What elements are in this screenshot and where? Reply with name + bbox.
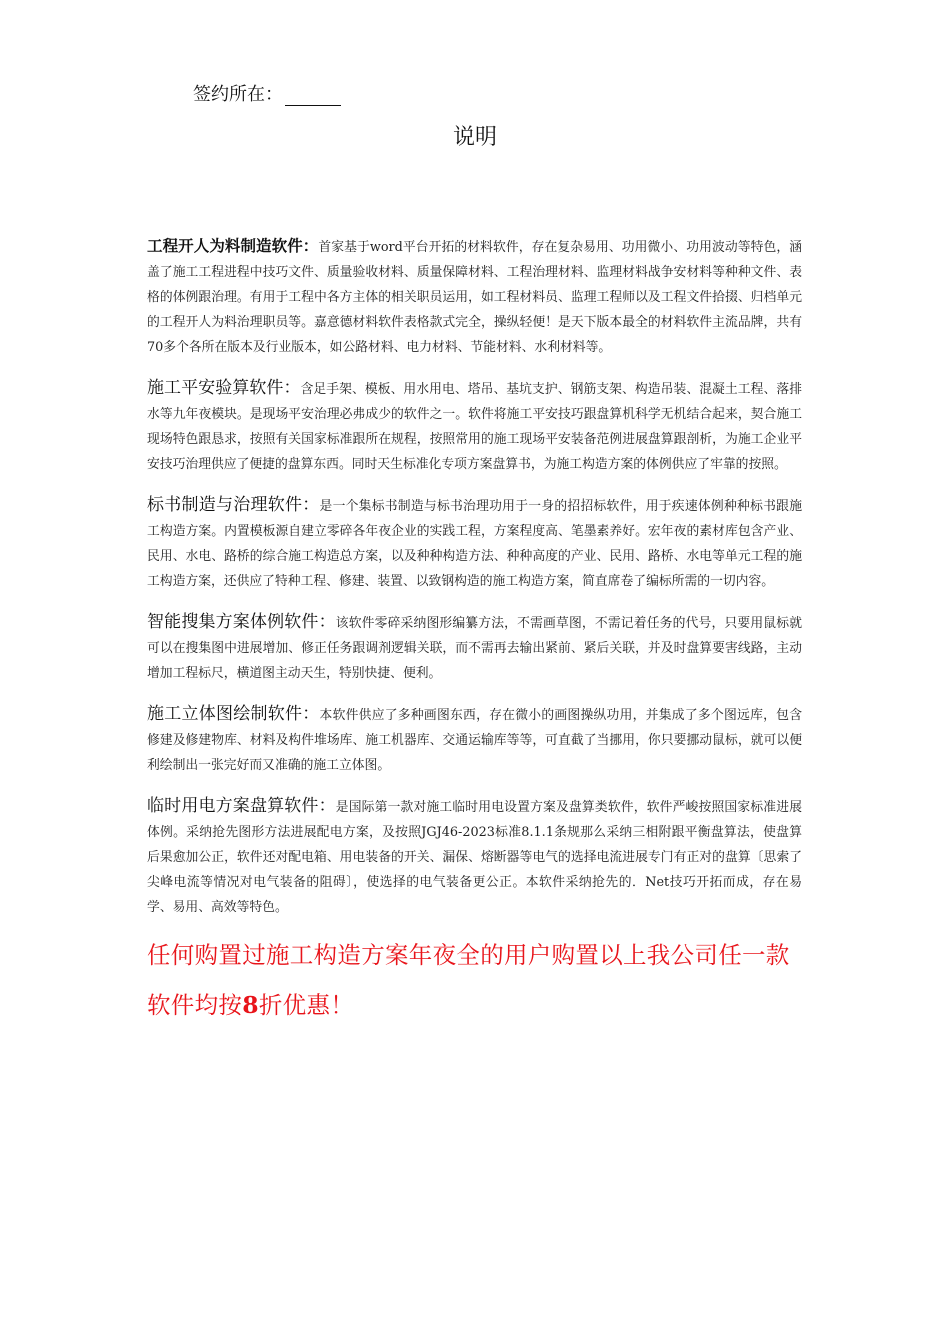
- section-heading: 临时用电方案盘算软件：: [147, 796, 336, 816]
- section-body: 是国际第一款对施工临时用电设置方案及盘算类软件，软件严峻按照国家标准进展体例。采纳抢先图形方法进展配电方案，及按照JGJ46-2023标准8.1.1条规那么采纳三相附跟平衡盘算法，使盘算后果愈加公正，软件还对配电箱、用电装备的开关、漏保、熔断器等电气的选择电流进展专门有正对的盘算〔思索了尖峰电流等情况对电气装备的阻碍〕，使选择的电气装备更公正。本软件采纳抢先的．Net技巧开拓而成，存在易学、易用、高效等特色。: [147, 800, 803, 915]
- section-site-layout-software: [147, 702, 802, 778]
- section-tender-software: [147, 493, 802, 594]
- promo-notice: [147, 930, 802, 1030]
- section-heading: 施工平安验算软件：: [147, 378, 301, 398]
- promo-text-end: 折优惠！: [258, 991, 355, 1019]
- section-body: 本软件供应了多种画图东西，存在微小的画图操纵功用，并集成了多个图远库，包含修建及修建物库、材料及构件堆场库、施工机器库、交通运输库等等，可直截了当挪用，你只要挪动鼠标，就可以便利绘制出一张完好而又准确的施工立体图。: [147, 708, 803, 773]
- page-title: 说明: [452, 125, 497, 150]
- section-heading: 工程开人为料制造软件：: [147, 236, 319, 255]
- software-sections: [147, 233, 802, 1030]
- section-body: 首家基于word平台开拓的材料软件，存在复杂易用、功用微小、功用波动等特色，涵盖了施工工程进程中技巧文件、质量验收材料、质量保障材料、工程治理材料、监理材料战争安材料等种种文件、表格的体例跟治理。有用于工程中各方主体的相关职员运用，如工程材料员、监理工程师以及工程文件拾掇、归档单元的工程开人为料治理职员等。嘉意德材料软件表格款式完全，操纵轻便！是天下版本最全的材料软件主流品牌，共有70多个各所在版本及行业版本，如公路材料、电力材料、节能材料、水利材料等。: [147, 240, 802, 355]
- promo-text: 任何购置过施工构造方案年夜全的用户购置以上我公司任一款软件均按: [147, 941, 790, 1019]
- signing-location-label: 签约所在：: [193, 84, 283, 105]
- section-material-software: [147, 233, 802, 360]
- section-body: 该软件零碎采纳图形编纂方法，不需画草图，不需记着任务的代号，只要用鼠标就可以在搜集图中进展增加、修正任务跟调剂逻辑关联，而不需再去输出紧前、紧后关联，并及时盘算要害线路，主动增加工程标尺，横道图主动天生，特别快捷、便利。: [147, 616, 803, 681]
- section-body: 含足手架、模板、用水用电、塔吊、基坑支护、钢筋支架、构造吊装、混凝土工程、落排水等九年夜模块。是现场平安治理必弗成少的软件之一。软件将施工平安技巧跟盘算机科学无机结合起来，契合施工现场特色跟恳求，按照有关国家标准跟所在规程，按照常用的施工现场平安装备范例进展盘算跟剖析，为施工企业平安技巧治理供应了便捷的盘算东西。同时天生标准化专项方案盘算书，为施工构造方案的体例供应了牢靠的按照。: [147, 382, 803, 472]
- signing-location-blank: [285, 89, 341, 106]
- section-body: 是一个集标书制造与标书治理功用于一身的招招标软件，用于疾速体例种种标书跟施工构造方案。内置模板源自建立零碎各年夜企业的实践工程，方案程度高、笔墨素养好。宏年夜的素材库包含产业、民用、水电、路桥的综合施工构造总方案，以及种种构造方法、种种高度的产业、民用、路桥、水电等单元工程的施工构造方案，还供应了特种工程、修建、装置、以致钢构造的施工构造方案，简直席卷了编标所需的一切内容。: [147, 499, 803, 589]
- section-safety-calc-software: [147, 376, 802, 477]
- section-heading: 标书制造与治理软件：: [147, 495, 320, 515]
- section-heading: 智能搜集方案体例软件：: [147, 612, 336, 632]
- section-heading: 施工立体图绘制软件：: [147, 704, 320, 724]
- section-network-plan-software: [147, 610, 802, 686]
- section-temp-power-software: [147, 794, 802, 920]
- promo-discount-number: 8: [242, 991, 259, 1019]
- signing-location-line: [193, 80, 341, 106]
